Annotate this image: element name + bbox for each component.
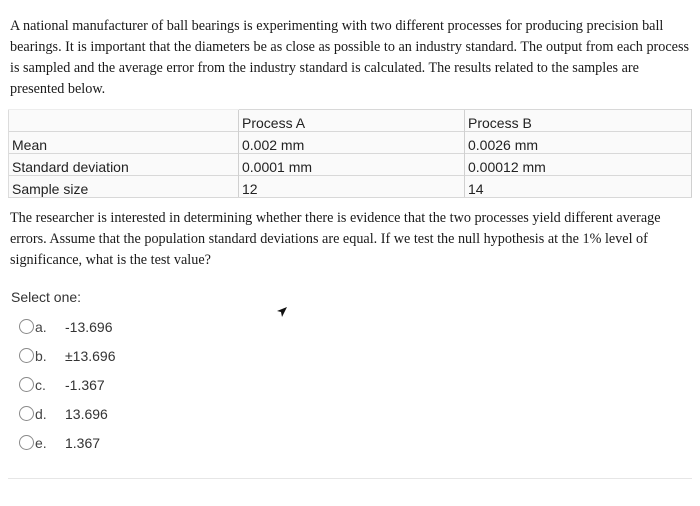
table-cell-process-b: 0.00012 mm <box>465 154 692 176</box>
option-letter: a. <box>35 318 47 335</box>
intro-line: presented below. <box>10 81 106 97</box>
radio-button-icon[interactable] <box>19 319 34 334</box>
option-text: 1.367 <box>65 434 101 451</box>
table-row-sample-size <box>9 176 692 198</box>
option-text: 13.696 <box>65 405 108 422</box>
table-row-mean <box>9 132 692 154</box>
option-letter: d. <box>35 405 47 422</box>
answer-option-b[interactable] <box>19 341 116 370</box>
intro-line: is sampled and the average error from the industry standard is calculated. The results related to the samples are <box>10 60 639 76</box>
radio-button-icon[interactable] <box>19 435 34 450</box>
table-row-standard-deviation <box>9 154 692 176</box>
radio-button-icon[interactable] <box>19 406 34 421</box>
table-cell-process-b: 0.0026 mm <box>465 132 692 154</box>
intro-line: bearings. It is important that the diameters be as close as possible to an industry standard. The output from each process <box>10 39 689 55</box>
table-header-process-b: Process B <box>465 110 692 132</box>
option-letter: c. <box>35 376 46 393</box>
answer-options <box>19 312 116 457</box>
answer-option-a[interactable] <box>19 312 116 341</box>
table-cell-process-a: 12 <box>239 176 465 198</box>
option-letter: b. <box>35 347 47 364</box>
table-cell-process-a: 0.0001 mm <box>239 154 465 176</box>
table-cell-process-a: 0.002 mm <box>239 132 465 154</box>
answer-option-c[interactable] <box>19 370 116 399</box>
table-row-label: Mean <box>9 132 239 154</box>
question-line: significance, what is the test value? <box>10 252 211 268</box>
option-letter: e. <box>35 434 47 451</box>
table-cell-process-b: 14 <box>465 176 692 198</box>
answer-option-d[interactable] <box>19 399 116 428</box>
question-line: errors. Assume that the population standard deviations are equal. If we test the null hypothesis at the 1% level of <box>10 231 648 247</box>
mouse-pointer-icon <box>276 306 288 318</box>
table-row-label: Standard deviation <box>9 154 239 176</box>
answer-option-e[interactable] <box>19 428 116 457</box>
intro-line: A national manufacturer of ball bearings is experimenting with two different processes for producing precision ball <box>10 18 664 34</box>
option-text: -13.696 <box>65 318 113 335</box>
sample-results-table <box>8 109 692 198</box>
radio-button-icon[interactable] <box>19 348 34 363</box>
table-header-process-a: Process A <box>239 110 465 132</box>
radio-button-icon[interactable] <box>19 377 34 392</box>
divider <box>8 478 692 479</box>
question-intro <box>10 16 692 100</box>
option-text: -1.367 <box>65 376 105 393</box>
table-header-blank <box>9 110 239 132</box>
question-line: The researcher is interested in determining whether there is evidence that the two processes yield different average <box>10 210 661 226</box>
option-text: ±13.696 <box>65 347 116 364</box>
table-header-row <box>9 110 692 132</box>
select-one-label: Select one: <box>11 289 82 305</box>
table-row-label: Sample size <box>9 176 239 198</box>
question-text <box>10 208 692 271</box>
